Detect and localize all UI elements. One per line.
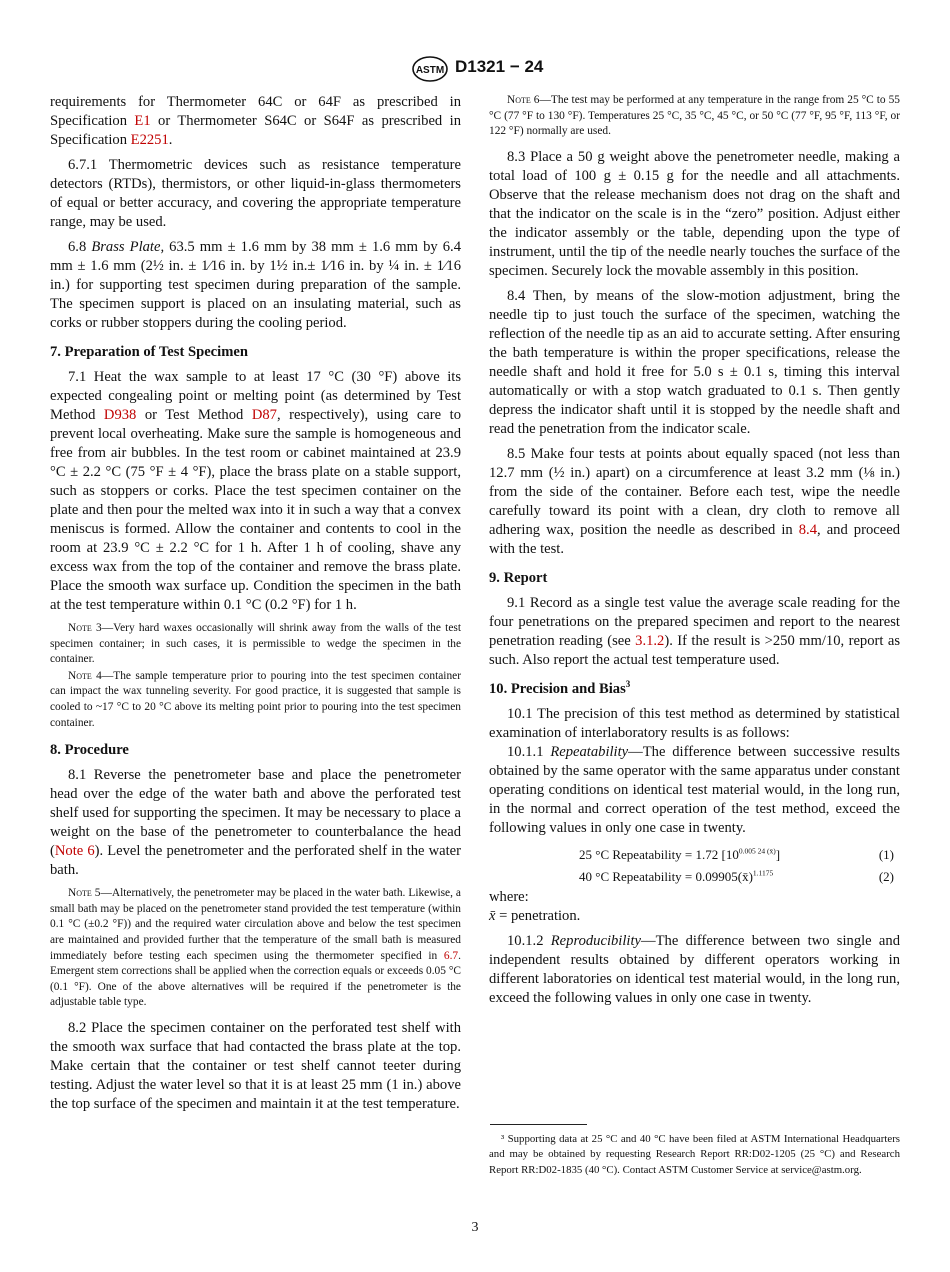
equation-number: (2) xyxy=(878,868,894,884)
paragraph xyxy=(50,238,461,333)
text-run: 8. Procedure xyxy=(50,742,129,759)
paragraph xyxy=(489,445,900,559)
text-run: , and proceed with the test. xyxy=(489,521,900,557)
section-heading xyxy=(50,741,461,760)
paragraph xyxy=(489,287,900,439)
text-run: 10.1.1 xyxy=(507,743,551,760)
text-run: 8.4 Then, by means of the slow-motion adjustment, bring the needle tip to just touch the surface of the specimen, watching the reflection of the needle tip as an aid to accurate setting. After ensuring the bath temperature is within the proper specifications, release the needle shaft and hold it free for 5.0 s ± 0.1 s, timing this interval automatically or with a stop watch graduated to 0.1 s. Then gently depress the indicator shaft until it is stopped by the needle shaft and read the penetration from the indicator scale. xyxy=(489,287,900,437)
italic-term: x̄ xyxy=(489,907,496,924)
cross-reference-link[interactable]: 6.7 xyxy=(443,949,459,962)
note-label: Note 5 xyxy=(68,887,101,900)
equation xyxy=(489,866,900,888)
right-column xyxy=(489,93,900,1014)
text-run: 7.1 Heat the wax sample to at least 17 °C (30 °F) above its expected congealing point or melting point (as determined by Test Method xyxy=(50,369,461,423)
paragraph xyxy=(50,156,461,232)
text-run: requirements for Thermometer 64C or 64F as prescribed in Specification xyxy=(50,94,461,129)
superscript: 0.005 24 (x̄) xyxy=(738,846,776,856)
paragraph xyxy=(489,907,900,926)
text-run: = penetration. xyxy=(495,907,581,924)
note xyxy=(50,669,461,731)
paragraph xyxy=(50,368,461,615)
text-run: . xyxy=(168,132,173,148)
text-run: , respectively), using care to prevent local overheating. Make sure the sample is homogeneous and free from air bubbles. In the test room or cabinet maintained at 23.9 °C ± 2.2 °C (75 °F ± 4 °F), place the brass plate on a stable support, such as stoppers or corks. Place the test specimen container on the plate and then pour the melted wax into it in such a way that a convex meniscus is formed. Allow the container and contents to cool in the room at 23.9 °C ± 2.2 °C for 1 h. After 1 h of cooling, shave any excess wax from the top of the container and remove the brass plate. Place the smooth wax surface up. Condition the specimen in the bath at the test temperature within 0.1 °C (0.2 °F) for 1 h. xyxy=(50,407,461,613)
note-label: Note 6 xyxy=(507,94,540,106)
paragraph xyxy=(50,766,461,880)
section-heading xyxy=(489,680,900,699)
equation-body xyxy=(579,844,780,866)
text-run: —The difference between successive results obtained by the same operator with the same apparatus under constant operating conditions on identical test material would, in the long run, in the normal and correct operation of the test method, exceed the following values in only one case in twenty. xyxy=(489,743,900,836)
document-designation: D1321 − 24 xyxy=(455,57,544,76)
text-run: . Emergent stem corrections shall be applied when the correction equals or exceeds 0.05 °C (0.1 °F). One of the above alternatives will be required if the penetrometer is the adjustable table type. xyxy=(50,949,461,1009)
text-run: ). If the result is >250 mm/10, report as such. Also report the actual test temperature used. xyxy=(489,632,901,668)
text-run: 10.1 The precision of this test method as determined by statistical examination of interlaboratory results is as follows: xyxy=(489,705,900,741)
cross-reference-link[interactable]: E1 xyxy=(134,113,151,129)
footnote: ³ Supporting data at 25 °C and 40 °C have been filed at ASTM International Headquarters and may be obtained by requesting Research Report RR:D02-1205 (25 °C) and Research Report RR:D02-1835 (40 °C). Contact ASTM Customer Service at service@astm.org. xyxy=(489,1133,900,1176)
text-run: 9. Report xyxy=(489,569,548,586)
superscript: 3 xyxy=(625,678,631,689)
paragraph xyxy=(50,93,461,150)
cross-reference-link[interactable]: D938 xyxy=(103,407,137,423)
note-label: Note 3 xyxy=(68,622,102,634)
cross-reference-link[interactable]: D87 xyxy=(251,407,277,423)
text-run: 10.1.2 xyxy=(507,932,551,949)
paragraph xyxy=(489,888,900,907)
text-run: where: xyxy=(489,888,529,905)
text-run: or Thermometer S64C or S64F as prescribed in Specification xyxy=(50,113,461,148)
text-run: —The test may be performed at any temperature in the range from 25 °C to 55 °C (77 °F to 130 °F). Temperatures 25 °C, 35 °C, 45 °C, or 50 °C (77 °F, 95 °F, 113 °F, or 122 °F) normally are used. xyxy=(489,94,900,138)
text-run: 10. Precision and Bias xyxy=(489,680,626,697)
text-run: 25 °C Repeatability = 1.72 [10 xyxy=(579,846,739,862)
text-run: 6.7.1 Thermometric devices such as resistance temperature detectors (RTDs), thermistors, or other liquid-in-glass thermometers of equal or better accuracy, and covering the appropriate temperature range, may be used. xyxy=(50,157,461,230)
footnote-separator xyxy=(490,1124,587,1125)
svg-text:ASTM: ASTM xyxy=(415,65,445,76)
italic-term: Reproducibility xyxy=(550,932,642,949)
paragraph xyxy=(489,594,900,670)
paragraph xyxy=(489,743,900,838)
italic-term: Brass Plate, xyxy=(91,239,165,255)
cross-reference-link[interactable]: E2251 xyxy=(130,132,169,148)
note-label: Note 4 xyxy=(68,669,102,682)
note xyxy=(50,621,461,668)
equation-body xyxy=(579,866,773,888)
left-column xyxy=(50,93,461,1120)
cross-reference-link[interactable]: Note 6 xyxy=(54,843,95,860)
text-run: —Very hard waxes occasionally will shrink away from the walls of the test specimen container; in such cases, it is permissible to wedge the specimen in the container. xyxy=(50,622,461,666)
section-heading xyxy=(50,343,461,362)
equation xyxy=(489,844,900,866)
text-run: or Test Method xyxy=(136,407,252,423)
text-run: 40 °C Repeatability = 0.09905(x̄) xyxy=(579,868,753,884)
text-run: 6.8 xyxy=(68,239,92,255)
text-run: 8.1 Reverse the penetrometer base and place the penetrometer head over the edge of the water bath and above the perforated test shelf used for supporting the specimen. It may be necessary to place a weight on the base of the penetrometer to counterbalance the head ( xyxy=(50,767,461,860)
text-run: —The sample temperature prior to pouring into the test specimen container can impact the wax tunneling severity. For good practice, it is suggested that sample is cooled to ~17 °C to 20 °C above its melting point prior to pouring into the test specimen container. xyxy=(50,669,461,729)
text-run: —Alternatively, the penetrometer may be placed in the water bath. Likewise, a small bath may be placed on the penetrometer stand provided the test temperature (within 0.1 °C (±0.2 °F)) and the required water circulation above and below the test specimen are maintained and provided further that the temperature of the small bath is measured immediately before testing each specimen using the thermometer specified in xyxy=(50,887,461,962)
text-run: ). Level the penetrometer and the perforated shelf in the water bath. xyxy=(50,843,461,879)
italic-term: Repeatability xyxy=(550,743,629,760)
text-run: 7. Preparation of Test Specimen xyxy=(50,344,248,360)
cross-reference-link[interactable]: 8.4 xyxy=(798,521,817,538)
text-run: 8.3 Place a 50 g weight above the penetrometer needle, making a total load of 100 g ± 0.15 g for the needle and all attachments. Observe that the release mechanism does not drag on the shaft and that the indicator on the scale is in the “zero” position. Adjust either the indicator assembly or the table, depending upon the type of instrument, until the tip of the needle nearly touches the surface of the specimen. Securely lock the movable assembly in this position. xyxy=(489,148,900,279)
superscript: 1.1175 xyxy=(752,868,774,878)
astm-logo xyxy=(410,56,450,82)
cross-reference-link[interactable]: 3.1.2 xyxy=(635,632,665,649)
paragraph xyxy=(489,932,900,1008)
text-run: ] xyxy=(775,846,781,862)
note xyxy=(489,93,900,140)
equation-number: (1) xyxy=(878,846,894,862)
text-run: 8.2 Place the specimen container on the perforated test shelf with the smooth wax surface that had contacted the brass plate at the top. Make certain that the container or test shelf cannot teeter during testing. Adjust the water level so that it is at least 25 mm (1 in.) above the top surface of the specimen and maintain it at the test temperature. xyxy=(50,1019,461,1112)
text-run: 8.5 Make four tests at points about equally spaced (not less than 12.7 mm (½ in.) apart) on a circumference at least 3.2 mm (⅛ in.) from the side of the container. Before each test, wipe the needle carefully toward its point with a clean, dry cloth to remove all adhering wax, position the needle as described in xyxy=(489,445,900,538)
text-run: 63.5 mm ± 1.6 mm by 38 mm ± 1.6 mm by 6.4 mm ± 1.6 mm (2½ in. ± 1⁄16 in. by 1½ in.± 1⁄16 in. by ¼ in. ± 1⁄16 in.) for supporting test specimen during preparation of the sample. The specimen support is placed on an insulating material, such as corks or rubber stoppers during the cooling period. xyxy=(50,239,461,331)
text-run: —The difference between two single and independent results obtained by different operators working in different laboratories on identical test material would, in the long run, exceed the following values in only one case in twenty. xyxy=(489,932,900,1006)
note xyxy=(50,886,461,1011)
page-number: 3 xyxy=(471,1220,479,1235)
section-heading xyxy=(489,569,900,588)
paragraph xyxy=(50,1019,461,1114)
paragraph xyxy=(489,148,900,281)
text-run: 9.1 Record as a single test value the average scale reading for the four penetrations on the prepared specimen and report to the nearest penetration reading (see xyxy=(489,594,900,649)
paragraph xyxy=(489,705,900,743)
